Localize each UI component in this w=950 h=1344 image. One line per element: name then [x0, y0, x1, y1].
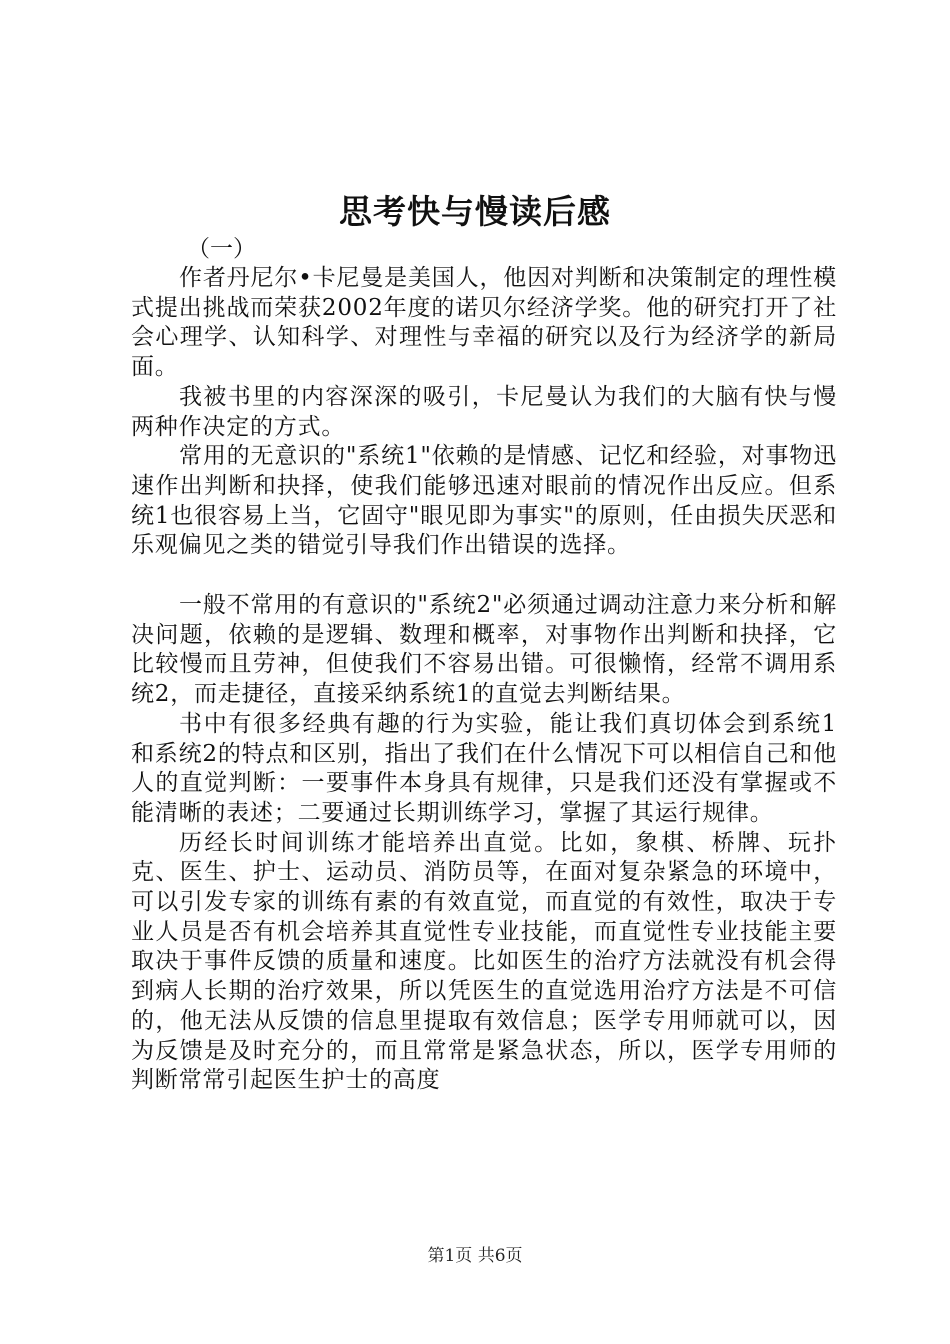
paragraph-intuition-training: 历经长时间训练才能培养出直觉。比如，象棋、桥牌、玩扑克、医生、护士、运动员、消防员等，在面对复杂紧急的环境中，可以引发专家的训练有素的有效直觉，而直觉的有效性，取决于专业人员是否有机会培养其直觉性专业技能，而直觉性专业技能主要取决于事件反馈的质量和速度。比如医生的治疗方法就没有机会得到病人长期的治疗效果，所以凭医生的直觉选用治疗方法是不可信的，他无法从反馈的信息里提取有效信息；医学专用师就可以，因为反馈是及时充分的，而且常常是紧急状态，所以，医学专用师的判断常常引起医生护士的高度: [131, 829, 837, 1094]
paragraph-author-intro: 作者丹尼尔•卡尼曼是美国人，他因对判断和决策制定的理性模式提出挑战而荣获2002年度的诺贝尔经济学奖。他的研究打开了社会心理学、认知科学、对理性与幸福的研究以及行为经济学的新局面。: [131, 265, 837, 381]
page-footer: 第1页 共6页: [427, 1246, 523, 1266]
document-body: [131, 234, 837, 1096]
document-title: 思考快与慢读后感: [339, 192, 611, 231]
paragraph-system-1: 常用的无意识的"系统1"依赖的是情感、记忆和经验，对事物迅速作出判断和抉择，使我们能够迅速对眼前的情况作出反应。但系统1也很容易上当，它固守"眼见即为事实"的原则，任由损失厌恶和乐观偏见之类的错觉引导我们作出错误的选择。: [131, 443, 837, 559]
paragraph-two-modes: 我被书里的内容深深的吸引，卡尼曼认为我们的大脑有快与慢两种作决定的方式。: [131, 383, 837, 440]
paragraph-system-2: 一般不常用的有意识的"系统2"必须通过调动注意力来分析和解决问题，依赖的是逻辑、数理和概率，对事物作出判断和抉择，它比较慢而且劳神，但使我们不容易出错。可很懒惰，经常不调用系统2，而走捷径，直接采纳系统1的直觉去判断结果。: [131, 592, 837, 708]
section-label: （一）: [187, 236, 256, 262]
paragraph-experiments: 书中有很多经典有趣的行为实验，能让我们真切体会到系统1和系统2的特点和区别，指出了我们在什么情况下可以相信自己和他人的直觉判断：一要事件本身具有规律，只是我们还没有掌握或不能清晰的表述；二要通过长期训练学习，掌握了其运行规律。: [131, 710, 837, 826]
